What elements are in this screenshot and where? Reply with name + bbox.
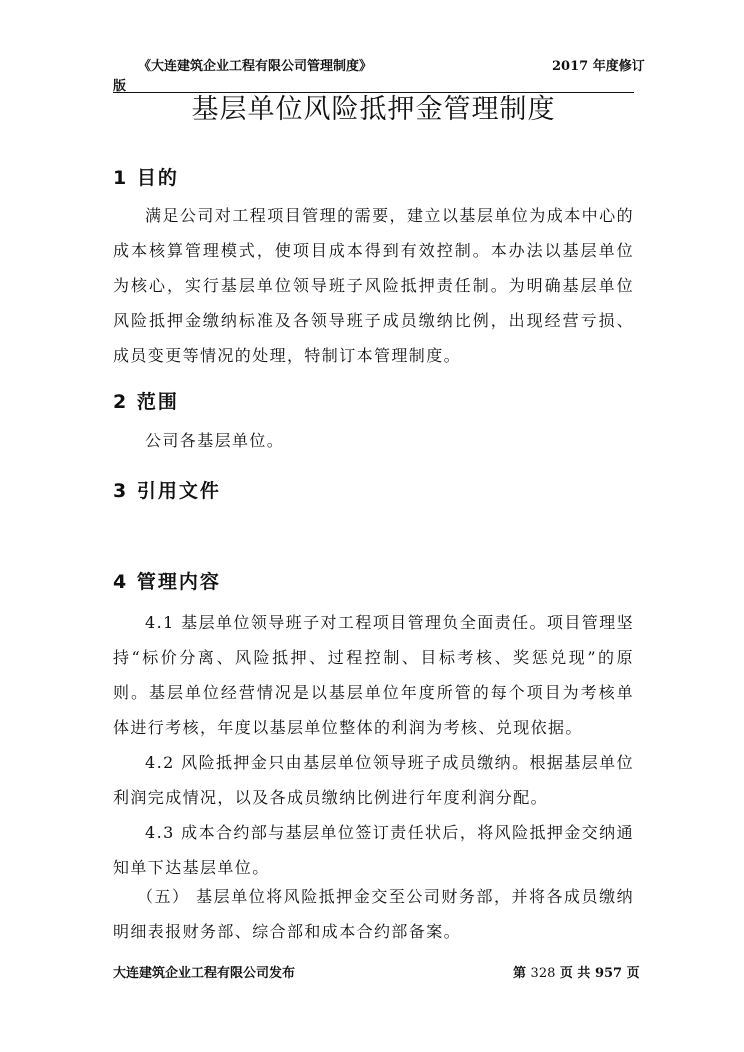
- section-heading-management: 4 管理内容: [113, 571, 221, 593]
- section-heading-purpose: 1 目的: [113, 167, 179, 189]
- paragraph-scope: 公司各基层单位。: [145, 431, 285, 450]
- footer-page-prefix: 第: [513, 966, 527, 981]
- paragraph-purpose: 满足公司对工程项目管理的需要，建立以基层单位为成本中心的成本核算管理模式，使项目成本得到有效控制。本办法以基层单位为核心，实行基层单位领导班子风险抵押责任制。为明确基层单位风险抵押金缴纳标准及各领导班子成员缴纳比例，出现经营亏损、成员变更等情况的处理，特制订本管理制度。: [113, 206, 634, 365]
- footer-total-pages: 957: [594, 966, 623, 981]
- footer-publisher: 大连建筑企业工程有限公司发布: [113, 966, 296, 981]
- footer-page-number: 328: [530, 966, 556, 981]
- paragraph-4-2: 4.2 风险抵押金只由基层单位领导班子成员缴纳。根据基层单位利润完成情况，以及各成员缴纳比例进行年度利润分配。: [113, 753, 634, 807]
- paragraph-4-1: 4.1 基层单位领导班子对工程项目管理负全面责任。项目管理坚持“标价分离、风险抵押、过程控制、目标考核、奖惩兑现”的原则。基层单位经营情况是以基层单位年度所管的每个项目为考核单体进行考核，年度以基层单位整体的利润为考核、兑现依据。: [113, 613, 634, 737]
- header-revision-wrap: 版: [113, 79, 127, 94]
- paragraph-item-5: （五） 基层单位将风险抵押金交至公司财务部，并将各成员缴纳明细表报财务部、综合部和成本合约部备案。: [113, 887, 634, 941]
- footer-page-suffix: 页: [626, 966, 640, 981]
- section-heading-references: 3 引用文件: [113, 480, 221, 502]
- footer-page-info: [513, 962, 640, 981]
- paragraph-4-3: 4.3 成本合约部与基层单位签订责任状后，将风险抵押金交纳通知单下达基层单位。: [113, 823, 634, 877]
- footer-page-mid: 页 共: [559, 966, 591, 981]
- header-document-name: 《大连建筑企业工程有限公司管理制度》: [138, 59, 373, 74]
- section-heading-scope: 2 范围: [113, 391, 179, 413]
- document-title: 基层单位风险抵押金管理制度: [191, 94, 556, 125]
- header-revision: 2017 年度修订: [552, 59, 645, 74]
